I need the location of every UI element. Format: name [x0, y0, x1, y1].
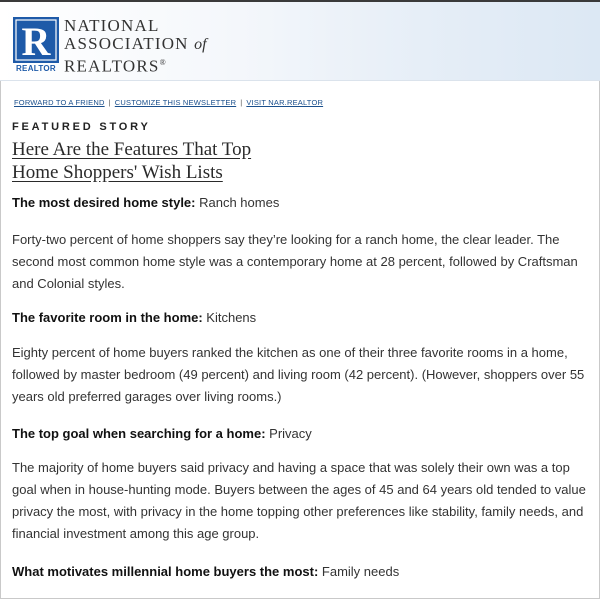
section-heading: [12, 307, 256, 329]
forward-to-friend-link[interactable]: FORWARD TO A FRIEND: [14, 98, 105, 107]
org-line-3-main: REALTORS: [64, 56, 160, 76]
body-paragraph: The majority of home buyers said privacy and having a space that was solely their own was a top goal when in house-hunting mode. Buyers between the ages of 45 and 64 years old tended to value privacy the most, with privacy in the home topping other preferences like stability, family needs, and financial investment among this age group.: [12, 460, 586, 541]
registered-mark: ®: [159, 58, 167, 67]
customize-newsletter-link[interactable]: CUSTOMIZE THIS NEWSLETTER: [114, 98, 237, 107]
newsletter-links: [14, 98, 323, 107]
top-rule: [0, 0, 600, 2]
story-headline[interactable]: [12, 138, 372, 184]
body-paragraph: Eighty percent of home buyers ranked the kitchen as one of their three favorite rooms in a home, followed by master bedroom (49 percent) and living room (42 percent). (However, shoppers over 55 years old preferred garages over living rooms.): [12, 345, 585, 404]
realtor-r-icon: [13, 17, 59, 63]
headline-line-1[interactable]: Here Are the Features That Top: [12, 139, 252, 160]
org-line-2-main: ASSOCIATION: [64, 34, 189, 53]
featured-story-kicker: FEATURED STORY: [12, 121, 151, 133]
link-separator: |: [108, 98, 111, 107]
section-value: Ranch homes: [195, 195, 280, 210]
link-separator: |: [240, 98, 243, 107]
logo-caption: REALTOR: [15, 64, 57, 73]
logo-letter: R: [21, 19, 51, 63]
organization-name: [64, 17, 207, 76]
org-line-3: [64, 54, 207, 76]
section-heading: [12, 192, 279, 214]
section-label: The favorite room in the home:: [12, 310, 203, 325]
org-line-2: [64, 35, 207, 54]
org-line-2-of: of: [194, 36, 207, 53]
org-line-1: NATIONAL: [64, 16, 160, 35]
section-heading: [12, 561, 399, 583]
headline-line-2[interactable]: Home Shoppers' Wish Lists: [12, 162, 223, 183]
section-value: Family needs: [318, 564, 400, 579]
section-value: Privacy: [265, 426, 312, 441]
realtor-logo[interactable]: [13, 17, 59, 74]
section-label: What motivates millennial home buyers the most:: [12, 564, 319, 579]
section-heading: [12, 423, 312, 445]
section-label: The top goal when searching for a home:: [12, 426, 266, 441]
body-paragraph: Forty-two percent of home shoppers say they’re looking for a ranch home, the clear leader. The second most common home style was a contemporary home at 28 percent, followed by Craftsman and Colonial styles.: [12, 232, 578, 291]
section-value: Kitchens: [202, 310, 257, 325]
visit-nar-link[interactable]: VISIT NAR.REALTOR: [246, 98, 324, 107]
newsletter-header: [0, 0, 600, 81]
section-label: The most desired home style:: [12, 195, 196, 210]
